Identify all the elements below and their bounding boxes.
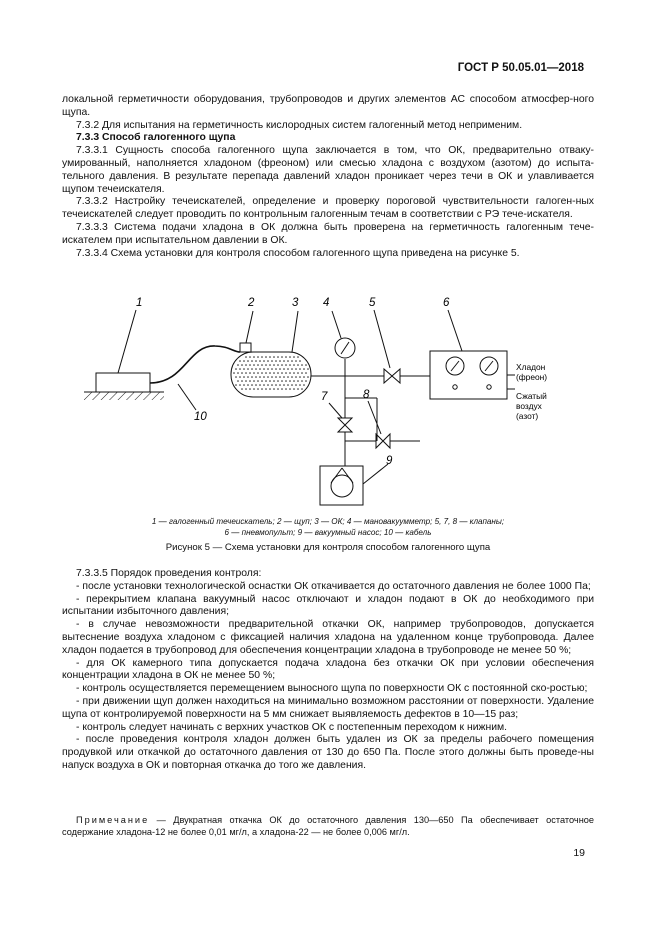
leader-6: [448, 310, 462, 351]
valve-8: [376, 434, 390, 448]
figure-legend: [62, 516, 594, 538]
panel-needle-left: [451, 361, 459, 371]
leader-8: [368, 401, 381, 434]
label-1: 1: [136, 297, 143, 309]
paragraph-7-3-3-2: 7.3.3.2 Настройку течеискателей, определение и проверку пороговой чувствительности галоген-ных течеискателей следует проводить по контрольным галогенным течам в соответствии с РЭ тече-искателя.: [62, 196, 594, 221]
list-item: - после установки технологической оснастки ОК откачивается до остаточного давления не более 1000 Па;: [76, 580, 591, 592]
label-4: 4: [323, 297, 330, 309]
vacuum-pump-box: [320, 466, 363, 505]
note-label: Примечание: [76, 815, 150, 825]
label-8: 8: [363, 389, 370, 401]
heading-7-3-3: 7.3.3 Способ галогенного щупа: [76, 132, 236, 144]
label-5: 5: [369, 297, 376, 309]
paragraph-7-3-3-4: 7.3.3.4 Схема установки для контроля способом галогенного щупа приведена на рисунке 5.: [76, 247, 520, 259]
leader-10: [178, 384, 196, 410]
label-2: 2: [248, 297, 255, 309]
list-item: - в случае невозможности предварительной откачки ОК, например трубопроводов, допускается вытеснение воздуха хладоном с фиксацией наличия хладона на удаленном конце трубопровода. Далее хладон подается в трубопровод для обеспечения концентрации хладона в трубопроводе не менее 50 %;: [62, 619, 594, 656]
panel-needle-right: [485, 361, 493, 371]
note-text: — Двукратная откачка ОК до остаточного давления 130—650 Па обеспечивает остаточное содержание хладона-12 не более 0,01 мг/л, а хладона-22 — не более 0,006 мг/л.: [62, 815, 594, 838]
label-3: 3: [292, 297, 299, 309]
cable-10: [150, 346, 240, 383]
leader-3: [292, 311, 298, 352]
leader-4: [332, 311, 341, 338]
bottom-text-block: [62, 568, 594, 773]
list-item: - после проведения контроля хладон должен быть удален из ОК за пределы рабочего помещения продувкой или откачкой до остаточного давления от 130 до 650 Па. После этого должны быть проведе-ны напуск воздуха в ОК и повторная откачка до того же давления.: [62, 734, 594, 771]
label-7: 7: [321, 391, 328, 403]
label-6: 6: [443, 297, 450, 309]
leader-1: [118, 310, 136, 373]
valve-7: [338, 418, 352, 432]
document-id: ГОСТ Р 50.05.01—2018: [457, 62, 584, 74]
ground-hatch: [84, 392, 164, 400]
pneumatic-panel: [430, 351, 507, 399]
paragraph-7-3-3-3: 7.3.3.3 Система подачи хладона в ОК должна быть проверена на герметичность галогенным тече-искателем при испытательном давлении в ОК.: [62, 221, 594, 246]
leader-2: [246, 311, 253, 343]
test-object-tank: [231, 352, 311, 397]
leader-5: [374, 310, 390, 368]
paragraph-7-3-3-1: 7.3.3.1 Сущность способа галогенного щупа заключается в том, что ОК, предварительно отваку-умированный, наполняется хладоном (фреоном) или смесью хладона с воздухом (азотом) до испыта-тельного давления. В результате перепада давлений хладон проникает через течи в ОК и улавливается щупом течеискателя.: [62, 145, 594, 195]
tank-dot-fill: [233, 356, 309, 390]
inlet-label-air: Сжатый воздух (азот): [516, 391, 547, 421]
panel-knob-left: [453, 385, 457, 389]
paragraph-7-3-2: 7.3.2 Для испытания на герметичность кислородных систем галогенный метод неприменим.: [76, 119, 523, 131]
list-item: - перекрытием клапана вакуумный насос отключают и хладон подают в ОК до необходимого при испытании избыточного давления;: [62, 593, 594, 618]
heading-7-3-3-5: 7.3.3.5 Порядок проведения контроля:: [76, 568, 262, 579]
valve-5: [384, 369, 400, 383]
probe: [240, 343, 251, 352]
gauge-needle: [341, 342, 349, 354]
panel-knob-right: [487, 385, 491, 389]
paragraph-continuation: локальной герметичности оборудования, трубопроводов и других элементов АС способом атмосфер-ного щупа.: [62, 94, 594, 118]
figure-caption: Рисунок 5 — Схема установки для контроля способом галогенного щупа: [165, 542, 491, 553]
list-item: - контроль следует начинать с верхних участков ОК с постепенным переходом к нижним.: [76, 721, 508, 733]
list-item: - для ОК камерного типа допускается подача хладона без откачки ОК при условии обеспечения концентрации хладона в ОК не менее 50 %;: [62, 657, 594, 682]
list-item: - при движении щуп должен находиться на минимально возможном расстоянии от поверхности. Удаление щупа от контролируемой поверхности на 5 мм снижает выявляемость дефектов в 10—15 раз;: [62, 695, 594, 720]
leader-7: [329, 403, 342, 418]
list-item: - контроль осуществляется перемещением выносного щупа по поверхности ОК с постоянной ско-ростью;: [76, 683, 588, 695]
legend-line-2: 6 — пневмопульт; 9 — вакуумный насос; 10 — кабель: [224, 528, 432, 537]
inlet-label-freon: Хладон (фреон): [516, 362, 548, 382]
leader-9: [363, 464, 388, 484]
label-9: 9: [386, 455, 393, 467]
leak-detector-box: [96, 373, 150, 392]
note-block: [62, 814, 594, 839]
label-10: 10: [194, 411, 207, 423]
page-number: 19: [573, 847, 585, 859]
legend-line-1: 1 — галогенный течеискатель; 2 — щуп; 3 — ОК; 4 — мановакуумметр; 5, 7, 8 — клапаны;: [151, 517, 505, 526]
